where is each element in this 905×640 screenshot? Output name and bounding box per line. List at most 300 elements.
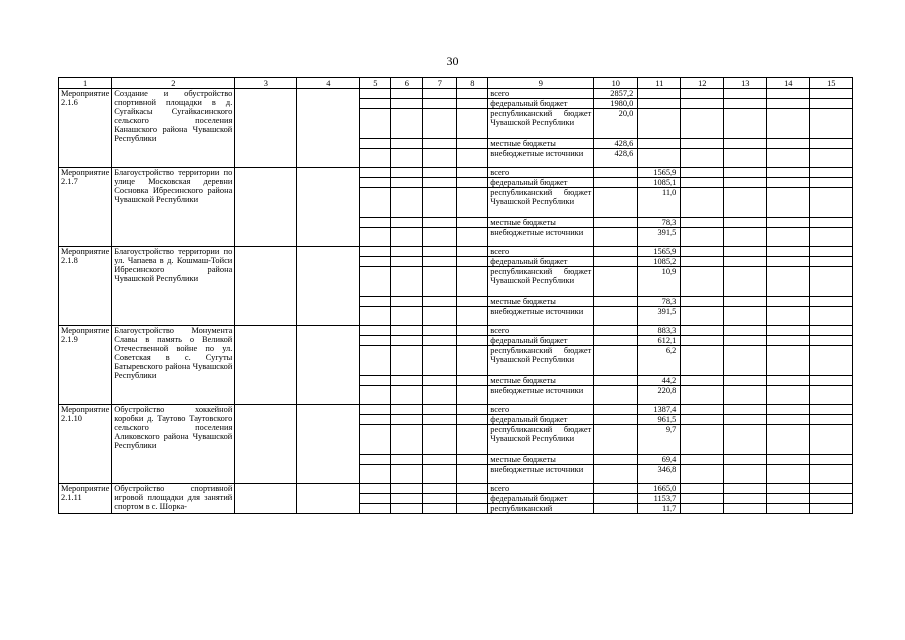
col5-cell [360,326,391,336]
col7-cell [423,149,457,168]
col8-cell [457,257,488,267]
activity-code: Мероприятие 2.1.11 [59,484,112,514]
col7-cell [423,267,457,297]
col12-cell [681,178,724,188]
column-number-cell: 9 [488,78,594,89]
col3-cell [235,405,297,484]
funding-source: республиканский [488,504,594,514]
col13-cell [724,484,767,494]
col13-cell [724,149,767,168]
funding-source: федеральный бюджет [488,257,594,267]
col4-cell [297,89,360,168]
col10-value [594,455,638,465]
funding-source: всего [488,326,594,336]
col6-cell [391,307,423,326]
col14-cell [767,484,810,494]
col5-cell [360,484,391,494]
col4-cell [297,247,360,326]
col6-cell [391,425,423,455]
col14-cell [767,149,810,168]
col12-cell [681,425,724,455]
col15-cell [810,89,853,99]
col13-cell [724,336,767,346]
col5-cell [360,178,391,188]
activity-name: Благоустройство территории по ул. Чапаева в д. Кошмаш-Тойси Ибресинского района Чувашской Республики [112,247,235,326]
col13-cell [724,267,767,297]
col15-cell [810,307,853,326]
col12-cell [681,228,724,247]
col14-cell [767,386,810,405]
col12-cell [681,168,724,178]
col5-cell [360,89,391,99]
col14-cell [767,425,810,455]
col11-value: 1387,4 [638,405,681,415]
col7-cell [423,228,457,247]
col14-cell [767,109,810,139]
funding-source: федеральный бюджет [488,336,594,346]
col15-cell [810,257,853,267]
col7-cell [423,297,457,307]
col6-cell [391,455,423,465]
col6-cell [391,149,423,168]
col5-cell [360,455,391,465]
col12-cell [681,297,724,307]
col11-value: 220,8 [638,386,681,405]
column-number-cell: 14 [767,78,810,89]
col13-cell [724,218,767,228]
col8-cell [457,415,488,425]
col12-cell [681,386,724,405]
col14-cell [767,405,810,415]
col11-value: 612,1 [638,336,681,346]
col7-cell [423,247,457,257]
col3-cell [235,168,297,247]
col5-cell [360,267,391,297]
funding-source: местные бюджеты [488,455,594,465]
col6-cell [391,99,423,109]
col7-cell [423,188,457,218]
col13-cell [724,415,767,425]
col15-cell [810,336,853,346]
col7-cell [423,139,457,149]
col5-cell [360,297,391,307]
col15-cell [810,139,853,149]
funding-source: местные бюджеты [488,376,594,386]
col6-cell [391,504,423,514]
funding-source: всего [488,247,594,257]
col8-cell [457,465,488,484]
col6-cell [391,376,423,386]
col6-cell [391,484,423,494]
col10-value [594,178,638,188]
col5-cell [360,99,391,109]
col10-value [594,405,638,415]
col11-value [638,109,681,139]
col7-cell [423,494,457,504]
col11-value: 78,3 [638,218,681,228]
col8-cell [457,504,488,514]
col5-cell [360,386,391,405]
col10-value [594,346,638,376]
funding-source: всего [488,484,594,494]
col3-cell [235,484,297,514]
col11-value: 1665,0 [638,484,681,494]
funding-source: внебюджетные источники [488,465,594,484]
funding-source: местные бюджеты [488,297,594,307]
col7-cell [423,376,457,386]
col8-cell [457,336,488,346]
col14-cell [767,455,810,465]
column-number-cell: 4 [297,78,360,89]
col8-cell [457,267,488,297]
col15-cell [810,494,853,504]
funding-source: федеральный бюджет [488,178,594,188]
col12-cell [681,109,724,139]
col10-value [594,425,638,455]
col11-value: 1085,1 [638,178,681,188]
col12-cell [681,218,724,228]
col13-cell [724,257,767,267]
col10-value [594,188,638,218]
funding-source: всего [488,89,594,99]
col7-cell [423,89,457,99]
activity-code: Мероприятие 2.1.9 [59,326,112,405]
funding-source: республиканский бюджет Чувашской Республики [488,109,594,139]
col14-cell [767,336,810,346]
col10-value [594,297,638,307]
column-number-cell: 7 [423,78,457,89]
col10-value [594,247,638,257]
col6-cell [391,336,423,346]
col8-cell [457,178,488,188]
col11-value: 1153,7 [638,494,681,504]
funding-source: республиканский бюджет Чувашской Республики [488,425,594,455]
col11-value [638,139,681,149]
col11-value: 883,3 [638,326,681,336]
funding-source: республиканский бюджет Чувашской Республики [488,267,594,297]
col13-cell [724,307,767,326]
col6-cell [391,188,423,218]
col7-cell [423,455,457,465]
col12-cell [681,405,724,415]
col8-cell [457,386,488,405]
col12-cell [681,326,724,336]
col10-value [594,494,638,504]
col8-cell [457,218,488,228]
col13-cell [724,297,767,307]
funding-source: местные бюджеты [488,218,594,228]
col14-cell [767,307,810,326]
col14-cell [767,465,810,484]
col15-cell [810,168,853,178]
funding-source: всего [488,405,594,415]
col11-value: 1085,2 [638,257,681,267]
col10-value [594,307,638,326]
col14-cell [767,504,810,514]
col15-cell [810,109,853,139]
col15-cell [810,228,853,247]
col7-cell [423,465,457,484]
col6-cell [391,465,423,484]
funding-source: республиканский бюджет Чувашской Республики [488,346,594,376]
col5-cell [360,139,391,149]
col10-value [594,415,638,425]
col12-cell [681,504,724,514]
col14-cell [767,168,810,178]
col5-cell [360,247,391,257]
col5-cell [360,188,391,218]
col15-cell [810,297,853,307]
col11-value [638,149,681,168]
col10-value [594,257,638,267]
col13-cell [724,178,767,188]
col13-cell [724,168,767,178]
col7-cell [423,168,457,178]
col7-cell [423,484,457,494]
col12-cell [681,415,724,425]
funding-source: республиканский бюджет Чувашской Республики [488,188,594,218]
col10-value: 428,6 [594,139,638,149]
column-number-cell: 11 [638,78,681,89]
col12-cell [681,188,724,218]
col14-cell [767,494,810,504]
funding-source: федеральный бюджет [488,494,594,504]
col6-cell [391,178,423,188]
col6-cell [391,415,423,425]
table-row [59,326,853,336]
col7-cell [423,178,457,188]
col8-cell [457,484,488,494]
col15-cell [810,386,853,405]
funding-source: местные бюджеты [488,139,594,149]
col15-cell [810,326,853,336]
col10-value: 1980,0 [594,99,638,109]
col11-value: 9,7 [638,425,681,455]
col7-cell [423,326,457,336]
col13-cell [724,494,767,504]
col13-cell [724,405,767,415]
table-row [59,484,853,494]
col5-cell [360,425,391,455]
col6-cell [391,386,423,405]
col10-value [594,218,638,228]
col15-cell [810,465,853,484]
col8-cell [457,326,488,336]
col7-cell [423,109,457,139]
column-number-cell: 2 [112,78,235,89]
funding-source: внебюджетные источники [488,386,594,405]
funding-source: внебюджетные источники [488,307,594,326]
col12-cell [681,89,724,99]
col3-cell [235,326,297,405]
col14-cell [767,346,810,376]
col7-cell [423,99,457,109]
activity-name: Обустройство хоккейной коробки д. Таутово Таутовского сельского поселения Аликовского района Чувашской Республики [112,405,235,484]
col13-cell [724,109,767,139]
col15-cell [810,405,853,415]
col12-cell [681,247,724,257]
col13-cell [724,386,767,405]
activity-code: Мероприятие 2.1.7 [59,168,112,247]
col12-cell [681,336,724,346]
col14-cell [767,326,810,336]
column-number-cell: 3 [235,78,297,89]
col13-cell [724,346,767,376]
col13-cell [724,228,767,247]
col5-cell [360,465,391,484]
col7-cell [423,425,457,455]
activity-name: Обустройство спортивной игровой площадки для занятий спортом в с. Шорка- [112,484,235,514]
table-row [59,168,853,178]
col14-cell [767,188,810,218]
col13-cell [724,465,767,484]
col11-value: 11,0 [638,188,681,218]
col10-value [594,504,638,514]
col11-value: 44,2 [638,376,681,386]
col8-cell [457,307,488,326]
activity-code: Мероприятие 2.1.6 [59,89,112,168]
table-row [59,247,853,257]
col10-value [594,326,638,336]
col10-value [594,336,638,346]
col10-value [594,386,638,405]
col5-cell [360,218,391,228]
column-number-cell: 6 [391,78,423,89]
col13-cell [724,247,767,257]
column-number-cell: 15 [810,78,853,89]
col8-cell [457,494,488,504]
col11-value: 961,5 [638,415,681,425]
col4-cell [297,405,360,484]
col7-cell [423,415,457,425]
col8-cell [457,168,488,178]
col5-cell [360,494,391,504]
col12-cell [681,376,724,386]
col15-cell [810,188,853,218]
col14-cell [767,247,810,257]
col6-cell [391,267,423,297]
col6-cell [391,109,423,139]
col13-cell [724,504,767,514]
column-number-cell: 13 [724,78,767,89]
col14-cell [767,267,810,297]
table-row [59,405,853,415]
col15-cell [810,218,853,228]
col10-value: 20,0 [594,109,638,139]
activity-code: Мероприятие 2.1.10 [59,405,112,484]
col15-cell [810,504,853,514]
funding-source: всего [488,168,594,178]
col8-cell [457,89,488,99]
column-number-cell: 10 [594,78,638,89]
col5-cell [360,257,391,267]
col14-cell [767,89,810,99]
col15-cell [810,376,853,386]
page-number: 30 [446,54,459,68]
col11-value: 391,5 [638,307,681,326]
col7-cell [423,346,457,376]
col5-cell [360,504,391,514]
col11-value: 1565,9 [638,247,681,257]
col14-cell [767,99,810,109]
col15-cell [810,267,853,297]
col12-cell [681,139,724,149]
col10-value [594,465,638,484]
activity-name: Благоустройство Монумента Славы в память о Великой Отечественной войне по ул. Советская в с. Сугуты Батыревского района Чувашской Республики [112,326,235,405]
col15-cell [810,484,853,494]
col5-cell [360,109,391,139]
col12-cell [681,99,724,109]
col5-cell [360,376,391,386]
col5-cell [360,168,391,178]
col13-cell [724,425,767,455]
col12-cell [681,494,724,504]
col15-cell [810,346,853,376]
col13-cell [724,326,767,336]
col14-cell [767,139,810,149]
col5-cell [360,228,391,247]
column-numbers-row [59,78,853,89]
col12-cell [681,257,724,267]
col15-cell [810,149,853,168]
col6-cell [391,257,423,267]
col10-value: 428,6 [594,149,638,168]
col3-cell [235,247,297,326]
col7-cell [423,257,457,267]
col5-cell [360,346,391,376]
column-number-cell: 5 [360,78,391,89]
funding-source: федеральный бюджет [488,99,594,109]
col4-cell [297,326,360,405]
col14-cell [767,257,810,267]
col11-value: 391,5 [638,228,681,247]
col12-cell [681,455,724,465]
col6-cell [391,297,423,307]
col10-value [594,484,638,494]
col12-cell [681,149,724,168]
col11-value: 11,7 [638,504,681,514]
col5-cell [360,336,391,346]
col3-cell [235,89,297,168]
col13-cell [724,455,767,465]
col6-cell [391,247,423,257]
col10-value [594,376,638,386]
col6-cell [391,89,423,99]
col15-cell [810,178,853,188]
col6-cell [391,228,423,247]
col6-cell [391,405,423,415]
col6-cell [391,346,423,376]
col6-cell [391,326,423,336]
col13-cell [724,376,767,386]
col10-value [594,168,638,178]
col5-cell [360,307,391,326]
col12-cell [681,267,724,297]
col11-value [638,99,681,109]
col8-cell [457,109,488,139]
col14-cell [767,228,810,247]
col13-cell [724,89,767,99]
col8-cell [457,455,488,465]
col13-cell [724,139,767,149]
col14-cell [767,415,810,425]
col14-cell [767,178,810,188]
col12-cell [681,307,724,326]
col11-value: 10,9 [638,267,681,297]
col5-cell [360,149,391,168]
col10-value [594,267,638,297]
col8-cell [457,228,488,247]
